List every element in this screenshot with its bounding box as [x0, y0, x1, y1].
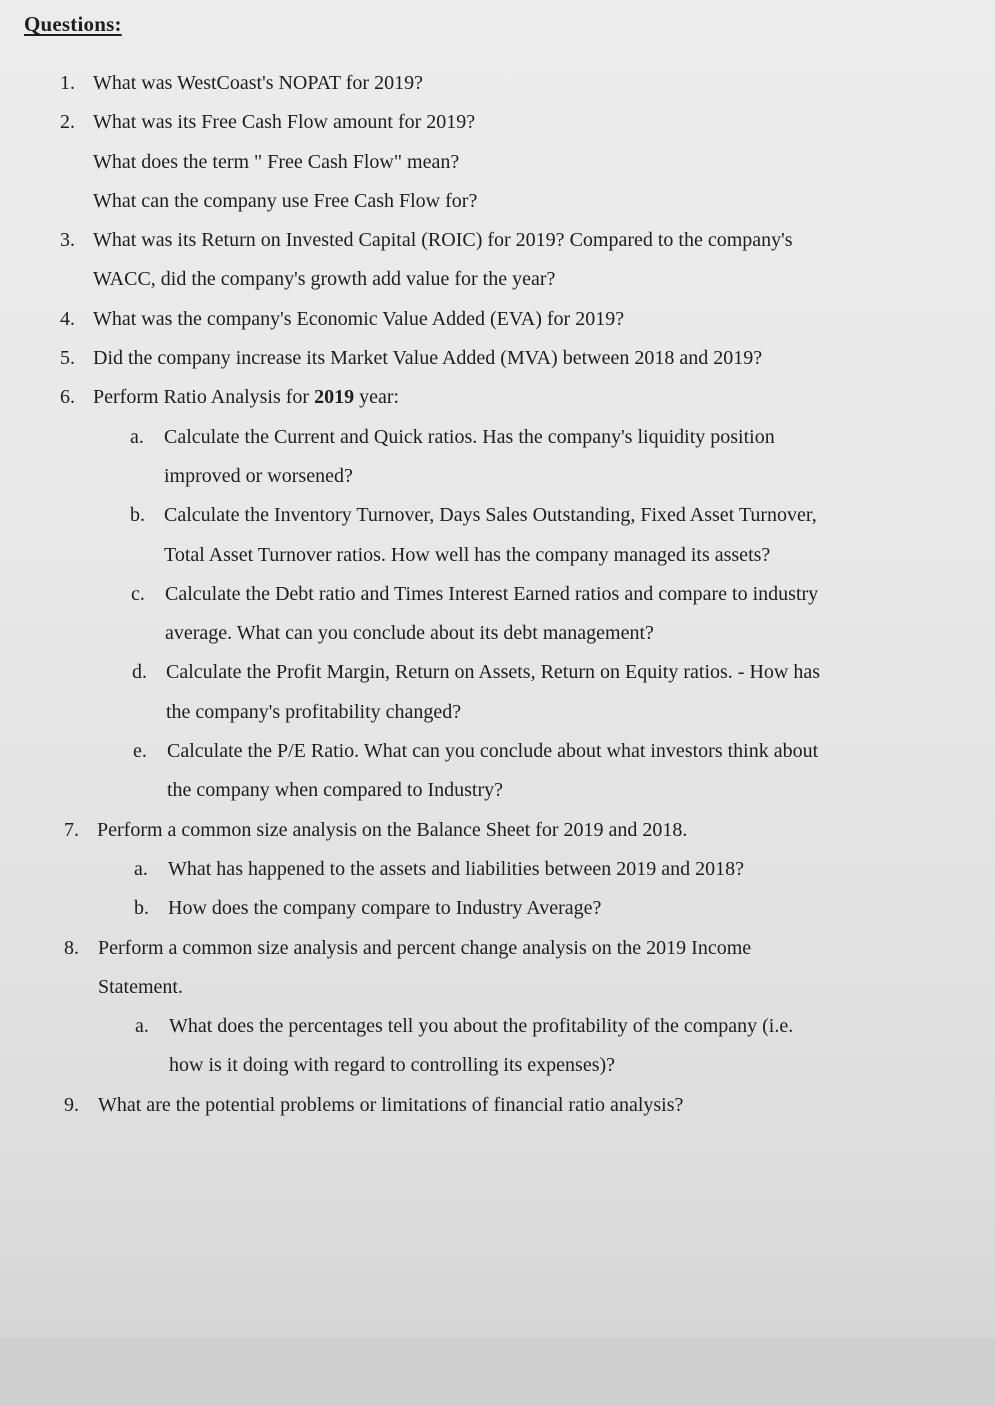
questions-heading: Questions: — [24, 12, 122, 36]
question-number: 1. — [60, 72, 75, 94]
question-6a — [0, 418, 995, 457]
sub-question-letter: b. — [130, 504, 145, 527]
question-5 — [0, 339, 995, 378]
question-text: Did the company increase its Market Value Added (MVA) between 2018 and 2019? — [93, 347, 763, 370]
sub-question-text: Calculate the Inventory Turnover, Days Sales Outstanding, Fixed Asset Turnover, — [164, 504, 817, 527]
sub-question-text: the company's profitability changed? — [166, 700, 462, 723]
sub-question-text: improved or worsened? — [164, 464, 353, 487]
sub-question-text: How does the company compare to Industry Average? — [168, 897, 602, 920]
question-6 — [0, 378, 995, 417]
question-text — [93, 378, 399, 417]
sub-question-letter: c. — [131, 582, 145, 605]
question-8a-continued — [0, 1046, 995, 1085]
question-7 — [0, 811, 995, 850]
question-4 — [0, 300, 995, 339]
question-7a — [0, 850, 995, 889]
question-3-continued — [0, 260, 995, 299]
question-text: What can the company use Free Cash Flow for? — [93, 189, 478, 212]
question-number: 6. — [60, 386, 75, 409]
question-text-pre: Perform Ratio Analysis for — [93, 386, 315, 409]
question-3 — [0, 221, 995, 260]
question-6e-continued — [0, 771, 995, 810]
sub-question-text: What does the percentages tell you about the profitability of the company (i.e. — [169, 1015, 794, 1038]
sub-question-text: What has happened to the assets and liabilities between 2019 and 2018? — [168, 857, 744, 880]
question-number: 9. — [64, 1093, 79, 1116]
question-year-bold: 2019 — [314, 386, 355, 409]
question-text: Perform a common size analysis on the Balance Sheet for 2019 and 2018. — [97, 818, 688, 841]
question-number: 2. — [60, 111, 75, 134]
question-7b — [0, 889, 995, 928]
question-6d-continued — [0, 693, 995, 732]
sub-question-text: Calculate the Debt ratio and Times Interest Earned ratios and compare to industry — [165, 582, 819, 605]
sub-question-text: average. What can you conclude about its debt management? — [165, 622, 654, 645]
sub-question-text: how is it doing with regard to controlling its expenses)? — [169, 1054, 616, 1077]
question-text: What was WestCoast's NOPAT for 2019? — [93, 72, 423, 94]
question-2-extra-2 — [0, 182, 995, 221]
sub-question-letter: a. — [135, 1015, 149, 1038]
sub-question-letter: e. — [133, 740, 147, 763]
sub-question-letter: a. — [130, 425, 144, 448]
question-6c-continued — [0, 614, 995, 653]
bottom-surface — [0, 1338, 995, 1406]
question-text-post: year: — [354, 386, 400, 409]
sub-question-letter: a. — [134, 857, 148, 880]
question-8-continued — [0, 968, 995, 1007]
question-text: WACC, did the company's growth add value for the year? — [93, 268, 556, 291]
sub-question-letter: b. — [134, 897, 149, 920]
question-text: What does the term " Free Cash Flow" mean? — [93, 150, 460, 173]
sub-question-text: Calculate the Current and Quick ratios. Has the company's liquidity position — [164, 425, 775, 448]
sub-question-text: Calculate the Profit Margin, Return on Assets, Return on Equity ratios. - How has — [166, 661, 820, 684]
question-text: What was the company's Economic Value Added (EVA) for 2019? — [93, 307, 625, 330]
question-text: What are the potential problems or limitations of financial ratio analysis? — [98, 1093, 684, 1116]
question-2-extra-1 — [0, 143, 995, 182]
question-1 — [0, 64, 995, 103]
question-number: 7. — [64, 818, 79, 841]
question-2 — [0, 103, 995, 142]
sub-question-letter: d. — [132, 661, 147, 684]
questions-list — [0, 64, 995, 1125]
question-9 — [0, 1086, 995, 1125]
question-6b — [0, 496, 995, 535]
question-number: 4. — [60, 307, 75, 330]
sub-question-text: Calculate the P/E Ratio. What can you conclude about what investors think about — [167, 740, 819, 763]
question-8 — [0, 929, 995, 968]
question-text: Perform a common size analysis and percent change analysis on the 2019 Income — [98, 936, 752, 959]
question-6e — [0, 732, 995, 771]
question-6b-continued — [0, 536, 995, 575]
question-text: What was its Free Cash Flow amount for 2019? — [93, 111, 476, 134]
question-6a-continued — [0, 457, 995, 496]
question-text: What was its Return on Invested Capital (ROIC) for 2019? Compared to the company's — [93, 229, 793, 252]
question-number: 3. — [60, 229, 75, 252]
question-8a — [0, 1007, 995, 1046]
question-text: Statement. — [98, 975, 183, 998]
question-6d — [0, 653, 995, 692]
question-number: 5. — [60, 347, 75, 370]
sub-question-text: Total Asset Turnover ratios. How well has the company managed its assets? — [164, 543, 771, 566]
question-6c — [0, 575, 995, 614]
question-number: 8. — [64, 936, 79, 959]
sub-question-text: the company when compared to Industry? — [167, 779, 504, 802]
